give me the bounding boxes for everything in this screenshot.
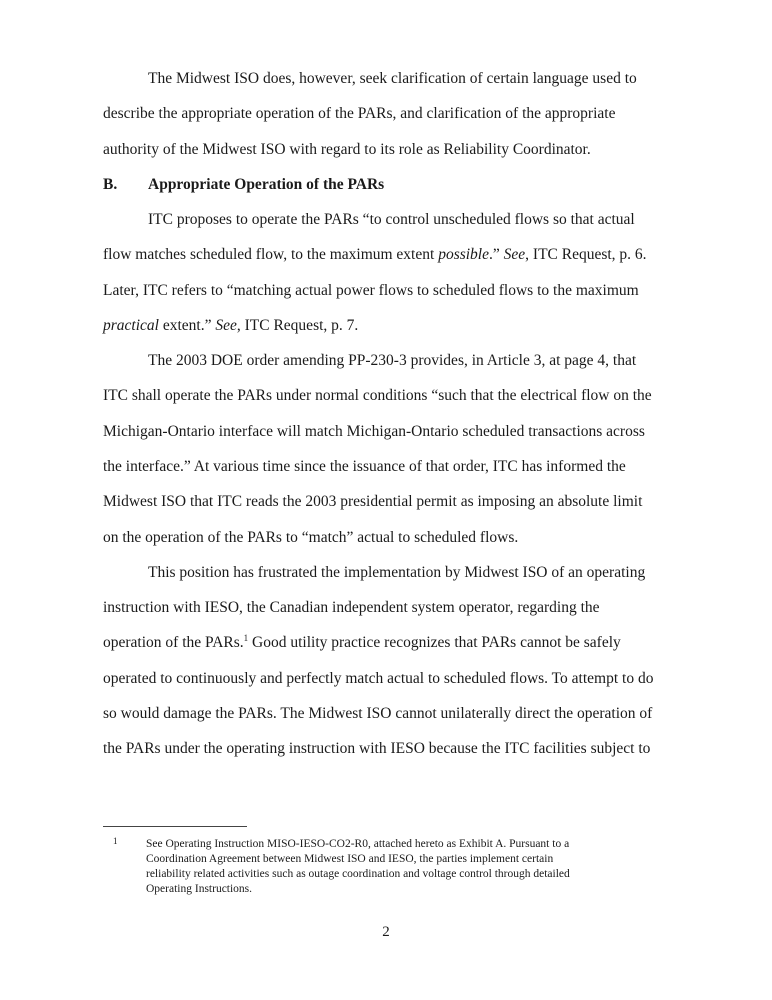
section-title: Appropriate Operation of the PARs [148,176,385,193]
para4-line-1: This position has frustrated the implementation by Midwest ISO of an operating [148,564,646,581]
text-run: Good utility practice recognizes that PARs cannot be safely [248,634,621,651]
footnote-line-1: See Operating Instruction MISO-IESO-CO2-R0, attached hereto as Exhibit A. Pursuant to a [146,838,570,850]
section-heading [103,176,384,194]
section-letter: B. [103,176,118,193]
footnote-line-4: Operating Instructions. [146,883,253,895]
para4-line-5: so would damage the PARs. The Midwest ISO cannot unilaterally direct the operation of [103,705,653,722]
para2-line-2 [103,246,647,264]
text-run: operation of the PARs. [103,634,244,651]
italic-signal: See [215,317,237,334]
para2-line-1: ITC proposes to operate the PARs “to control unscheduled flows so that actual [148,211,635,228]
para4-line-3 [103,634,621,652]
para3-line-5: Midwest ISO that ITC reads the 2003 presidential permit as imposing an absolute limit [103,493,643,510]
para2-line-4 [103,317,358,335]
text-run: extent.” [158,317,216,334]
para3-line-1: The 2003 DOE order amending PP-230-3 provides, in Article 3, at page 4, that [148,352,637,369]
para3-line-3: Michigan-Ontario interface will match Michigan-Ontario scheduled transactions across [103,423,645,440]
para1-line-3: authority of the Midwest ISO with regard to its role as Reliability Coordinator. [103,141,591,158]
text-run: , ITC Request, p. 6. [525,246,647,263]
italic-emphasis: practical [103,317,159,334]
italic-signal: See [503,246,526,263]
para3-line-4: the interface.” At various time since the issuance of that order, ITC has informed the [103,458,626,475]
text-run: .” [489,246,504,263]
text-run: , ITC Request, p. 7. [236,317,359,334]
text-run: flow matches scheduled flow, to the maximum extent [103,246,439,263]
footnote-line-2: Coordination Agreement between Midwest ISO and IESO, the parties implement certain [146,853,554,865]
para2-line-3: Later, ITC refers to “matching actual power flows to scheduled flows to the maximum [103,282,639,299]
para4-line-6: the PARs under the operating instruction with IESO because the ITC facilities subject to [103,740,651,757]
footnote-reference: 1 [243,633,249,643]
para1-line-1: The Midwest ISO does, however, seek clarification of certain language used to [148,70,637,87]
page-number: 2 [382,924,390,940]
para1-line-2: describe the appropriate operation of the PARs, and clarification of the appropriate [103,105,616,122]
para3-line-6: on the operation of the PARs to “match” actual to scheduled flows. [103,529,519,546]
footnote-line-3: reliability related activities such as outage coordination and voltage control through detailed [146,868,570,880]
para4-line-4: operated to continuously and perfectly match actual to scheduled flows. To attempt to do [103,670,654,687]
footnote-marker: 1 [113,836,118,846]
footnote-divider [103,826,247,827]
para3-line-2: ITC shall operate the PARs under normal conditions “such that the electrical flow on the [103,387,652,404]
italic-emphasis: possible [438,246,489,263]
para4-line-2: instruction with IESO, the Canadian independent system operator, regarding the [103,599,600,616]
